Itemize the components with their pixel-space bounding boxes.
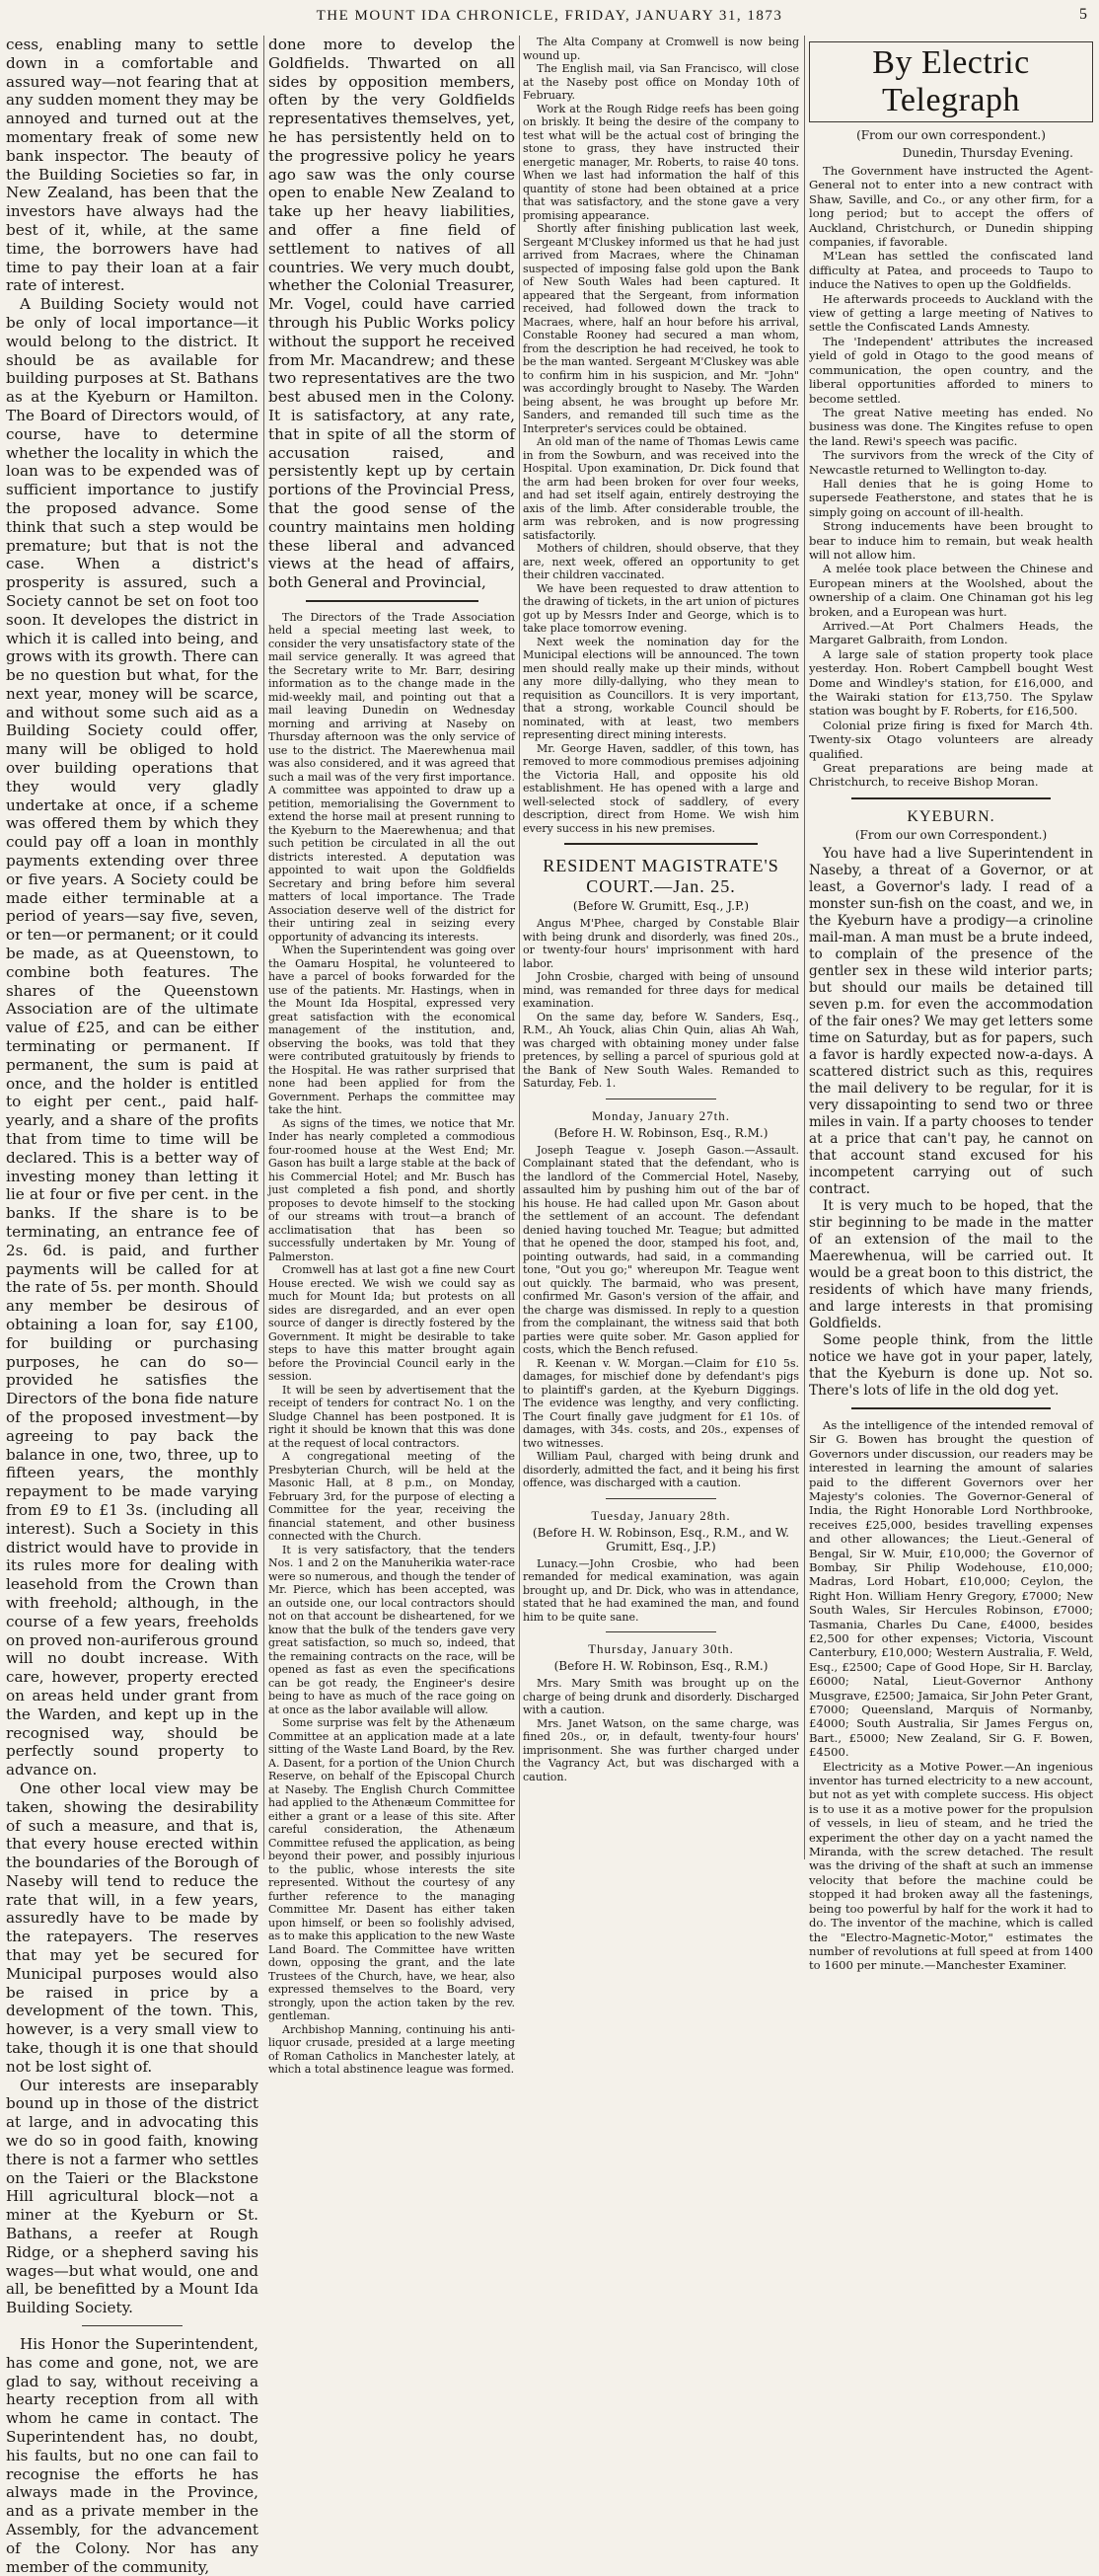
court-date: Thursday, January 30th.: [588, 1641, 734, 1656]
telegram: Arrived.—At Port Chalmers Heads, the Margaret Galbraith, from London.: [809, 619, 1093, 647]
news-item: The Alta Company at Cromwell is now being wound up.: [523, 36, 799, 62]
column-rule: [804, 36, 805, 1859]
court-sitting: (Before H. W. Robinson, Esq., R.M.): [553, 1125, 769, 1140]
news-item: It will be seen by advertisement that the receipt of tenders for contract No. 1 on the Sludge Channel has been postponed. It is right it should be known that this was done at the request of local contractors.: [268, 1383, 515, 1450]
news-item: Work at the Rough Ridge reefs has been going on briskly. It being the desire of the company to test what will be the actual cost of bringing the stone to grass, they have instructed their energetic manager, Mr. Roberts, to raise 40 tons. When we last had information the half of this quantity of stone had been obtained at a price that was satisfactory, and the stone gave a very promising appearance.: [523, 102, 799, 222]
court-sitting: (Before W. Grumitt, Esq., J.P.): [572, 899, 750, 913]
separator: [606, 1099, 716, 1100]
column-rule: [519, 36, 520, 1859]
paragraph: His Honor the Superintendent, has come and gone, not, we are glad to say, without receiving a hearty reception from all with whom he came in contact. The Superintendent has, no doubt, his faults, but no one can fail to recognise the efforts he has always made in the Province, and as a private member in the Assembly, for the advancement of the Colony. Nor has any member of the community,: [6, 2335, 258, 2576]
court-case: Mrs. Mary Smith was brought up on the charge of being drunk and disorderly. Discharged with a caution.: [523, 1677, 799, 1716]
paragraph: One other local view may be taken, showing the desirability of such a measure, and that is, that every house erected within the boundaries of the Borough of Naseby will tend to reduce the rate that will, in a few years, assuredly have to be made by the ratepayers. The reserves that may yet be secured for Municipal purposes would also be raised in price by a development of the town. This, however, is a very small view to take, though it is one that should not be lost sight of.: [6, 1779, 258, 2076]
news-item: Mr. George Haven, saddler, of this town, has removed to more commodious premises adjoining the Victoria Hall, and opposite his old establishment. He has opened with a large and well-selected stock of saddlery, of every description, direct from Home. We wish him every success in his new premises.: [523, 741, 799, 835]
news-item: A congregational meeting of the Presbyterian Church, will be held at the Masonic Hall, at 8 p.m., on Monday, February 3rd, for the purpose of electing a Committee for the year, receiving the financial statement, and other business connected with the Church.: [268, 1450, 515, 1544]
closing-paragraph: Electricity as a Motive Power.—An ingenious inventor has turned electricity to a new account, but not as yet with complete success. His object is to use it as a motive power for the propulsion of vessels, in lieu of steam, and he tried the experiment the other day on a yacht named the Miranda, with the screw detached. The result was the driving of the shaft at such an immense velocity that before the machine could be stopped it had broken away all the fastenings, being too powerful by half for the work it had to do. The inventor of the machine, which is called the "Electro-Magnetic-Motor," estimates the number of revolutions at full speed at from 1400 to 1600 per minute.—Manchester Examiner.: [809, 1759, 1093, 1973]
telegram: He afterwards proceeds to Auckland with the view of getting a large meeting of Natives to settle the Confiscated Lands Amnesty.: [809, 291, 1093, 335]
court-case: Angus M'Phee, charged by Constable Blair with being drunk and disorderly, was fined 20s., or twenty-four hours' imprisonment with hard labor.: [523, 917, 799, 970]
news-item: An old man of the name of Thomas Lewis came in from the Sowburn, and was received into the Hospital. Upon examination, Dr. Dick found that the arm had been broken for over four weeks, and had set itself again, entirely destroying the axis of the limb. After considerable trouble, the arm was rebroken, and is now progressing satisfactorily.: [523, 435, 799, 542]
news-item: Next week the nomination day for the Municipal elections will be announced. The town men should really make up their minds, without any more dilly-dallying, who they mean to requisition as Councillors. It is very important, that a strong, workable Council should be nominated, with at least, two members representing direct mining interests.: [523, 635, 799, 741]
telegram: Strong inducements have been brought to bear to induce him to remain, but weak health will not allow him.: [809, 519, 1093, 562]
column-4: [809, 36, 1093, 1973]
telegram: A melée took place between the Chinese and European miners at the Woolshed, about the ownership of a claim. One Chinaman got his leg broken, and a European was hurt.: [809, 562, 1093, 619]
kyeburn-paragraph: Some people think, from the little notice we have got in your paper, lately, that the Kyeburn is done up. Not so. There's lots of life in the old dog yet.: [809, 1331, 1093, 1399]
separator: [606, 1498, 716, 1500]
news-item: The Directors of the Trade Association held a special meeting last week, to consider the very unsatisfactory state of the mail service generally. It was agreed that the Secretary write to Mr. Barr, desiring information as to the change made in the mid-weekly mail, and pointing out that a mail leaving Dunedin on Wednesday morning and arriving at Naseby on Thursday afternoon was the only service of use to the district. The Maerewhenua mail was also considered, and it was agreed that such a mail was of the very first importance. A committee was appointed to draw up a petition, memorialising the Government to extend the horse mail at present running to the Kyeburn to the Maerewhenua; and that such petition be circulated in all the out districts interested. A deputation was appointed to wait upon the Goldfields Secretary and bring before him several matters of local importance. The Trade Association deserve well of the district for their untiring zeal in seizing every opportunity of advancing its interests.: [268, 610, 515, 944]
separator: [564, 843, 758, 846]
kyeburn-heading: KYEBURN.: [907, 807, 995, 825]
court-case: Joseph Teague v. Joseph Gason.—Assault. Complainant stated that the defendant, who is the landlord of the Commercial Hotel, Naseby, assaulted him by pushing him out of the bar of his house. He had called upon Mr. Gason about the settlement of an account. The defendant denied having touched Mr. Teague; but admitted that he opened the door, stamped his foot, and, pointing outwards, had said, in a commanding tone, "Out you go;" whereupon Mr. Teague went out quickly. The barmaid, who was present, confirmed Mr. Gason's version of the affair, and the charge was dismissed. In reply to a question from the complainant, the witness said that both parties were quite sober. Mr. Gason applied for costs, which the Bench refused.: [523, 1143, 799, 1356]
court-sitting: (Before H. W. Robinson, Esq., R.M.): [553, 1659, 769, 1673]
court-case: On the same day, before W. Sanders, Esq., R.M., Ah Youck, alias Chin Quin, alias Ah Wah, was charged with obtaining money under false pretences, by selling a parcel of spurious gold at the Bank of New South Wales. Remanded to Saturday, Feb. 1.: [523, 1010, 799, 1090]
telegram: Great preparations are being made at Christchurch, to receive Bishop Moran.: [809, 761, 1093, 790]
news-item: Mothers of children, should observe, that they are, next week, offered an opportunity to get their children vaccinated.: [523, 542, 799, 581]
telegraph-dateline: Dunedin, Thursday Evening.: [902, 146, 1073, 160]
telegraph-heading: By Electric Telegraph: [809, 41, 1093, 122]
telegram: The great Native meeting has ended. No business was done. The Kingites refuse to open the land. Rewi's speech was pacific.: [809, 405, 1093, 448]
paragraph: Our interests are inseparably bound up in those of the district at large, and in advocating this we do so in good faith, knowing there is not a farmer who settles on the Taieri or the Blackstone Hill agricultural block—not a miner at the Kyeburn or St. Bathans, a reefer at Rough Ridge, or a shepherd saving his wages—but what would, one and all, be benefitted by a Mount Ida Building Society.: [6, 2076, 258, 2317]
court-case: R. Keenan v. W. Morgan.—Claim for £10 5s. damages, for mischief done by defendant's pigs to plaintiff's garden, at the Kyeburn Diggings. The evidence was lengthy, and very conflicting. The Court finally gave judgment for £1 10s. of damages, with 34s. costs, and 20s., expenses of two witnesses.: [523, 1356, 799, 1450]
court-date: Monday, January 27th.: [591, 1107, 731, 1123]
page-number: 5: [1079, 6, 1087, 23]
telegraph-byline: (From our own correspondent.): [856, 128, 1046, 142]
court-sitting: (Before H. W. Robinson, Esq., R.M., and W. Grumitt, Esq., J.P.): [532, 1525, 790, 1553]
separator: [606, 1631, 716, 1633]
telegram: A large sale of station property took place yesterday. Hon. Robert Campbell bought West Dome and Windley's station, for £16,000, and the Wairaki station for £13,750. The Spylaw station was bought by F. Roberts, for £16,500.: [809, 646, 1093, 719]
news-item: It is very satisfactory, that the tenders Nos. 1 and 2 on the Manuherikia water-race were so numerous, and though the tender of Mr. Pierce, which has been accepted, was an outside one, our local contractors should not on that account be disheartened, for we know that the bulk of the tenders gave very great satisfaction, so much so, indeed, that the remaining contracts on the race, will be opened as fast as even the specifications can be got ready, the Engineer's desire being to have as much of the race going on at once as the labor available will allow.: [268, 1543, 515, 1716]
column-rule: [263, 36, 264, 1859]
running-head: [0, 0, 1099, 34]
closing-paragraph: As the intelligence of the intended removal of Sir G. Bowen has brought the question of Governors under discussion, our readers may be interested in learning the amount of salaries paid to the different Governors over her Majesty's colonies. The Governor-General of India, the Right Honorable Lord Northbrooke, receives £25,000, besides travelling expenses and other allowances; the Lieut.-General of Bengal, Sir W. Muir, £10,000; the Governor of Bombay, Sir Philip Wodehouse, £10,000; Madras, Lord Hobart, £10,000; Ceylon, the Right Hon. William Henry Gregory, £7000; New South Wales, Sir Hercules Robinson, £7000; Tasmania, Charles Du Cane, £4000, besides £2,500 for other expenses; Victoria, Viscount Canterbury, £10,000; Western Australia, F. Weld, Esq., £2500; Cape of Good Hope, Sir H. Barclay, £6000; Natal, Lieut-Governor Anthony Musgrave, £2500; Jamaica, Sir John Peter Grant, £7000; Queensland, Marquis of Normanby, £4000; South Australia, Sir James Fergus on, Bart., £5000; New Zealand, Sir G. F. Bowen, £4500.: [809, 1417, 1093, 1760]
column-1: [6, 36, 258, 2576]
kyeburn-byline: (From our own Correspondent.): [854, 827, 1048, 842]
paragraph: A Building Society would not be only of local importance—it would belong to the district. It should be as available for building purposes at St. Bathans as at the Kyeburn or Hamilton. The Board of Directors would, of course, have to determine whether the locality in which the loan was to be expended was of sufficient importance to justify the proposed advance. Some think that such a step would be premature; but that is not the case. When a district's prosperity is assured, such a Society cannot be set on foot too soon. It developes the district in which it is called into being, and grows with its growth. There can be no question but what, for the next year, money will be scarce, and without some such aid as a Building Society could offer, many will be obliged to hold over building operations that they would very gladly undertake at once, if a scheme was offered them by which they could pay off a loan in monthly payments extending over three or five years. A Society could be made either terminable at a period of years—say five, seven, or ten—or permanent; or it could be made, as at Queenstown, to combine both features. The shares of the Queenstown Association are of the ultimate value of £25, and can be either terminating or permanent. If permanent, the sum is paid at once, and the holder is entitled to eight per cent., paid half-yearly, and a share of the profits that from time to time will be declared. This is a better way of investing money than letting it lie at four or five per cent. in the banks. If the share is to be terminating, an entrance fee of 2s. 6d. is paid, and further payments will be called for at the rate of 5s. per month. Should any member be desirous of obtaining a loan for, say £100, for building or purchasing purposes, he can do so—provided he satisfies the Directors of the bona fide nature of the proposed investment—by agreeing to pay back the balance in one, two, three, up to fifteen years, the monthly repayment to be made varying from £9 to £1 3s. (including all interest). Such a Society in this district would have to provide in its rules more for dealing with leasehold from the Crown than with freehold; although, in the course of a few years, freeholds on proved non-auriferous ground will no doubt increase. With care, however, property erected on areas held under grant from the Warden, and kept up in the recognised way, should be perfectly sound property to advance on.: [6, 295, 258, 1780]
column-2: [268, 36, 515, 2077]
telegram: Hall denies that he is going Home to supersede Featherstone, and states that he is simply going on account of ill-health.: [809, 476, 1093, 519]
news-item: The English mail, via San Francisco, will close at the Naseby post office on Monday 10th of February.: [523, 62, 799, 102]
paragraph: done more to develop the Goldfields. Thwarted on all sides by opposition members, often by the very Goldfields representatives themselves, yet, he has persistently held on to the progressive policy he years ago saw was the only course open to enable New Zealand to take up her heavy liabilities, and offer a fine field of settlement to natives of all countries. We very much doubt, whether the Colonial Treasurer, Mr. Vogel, could have carried through his Public Works policy without the support he received from Mr. Macandrew; and these two representatives are the two best abused men in the Colony. It is satisfactory, at any rate, that in spite of all the storm of accusation raised, and persistently kept up by certain portions of the Provincial Press, that the good sense of the country maintains men holding these liberal and advanced views at the head of affairs, both General and Provincial,: [268, 36, 515, 592]
telegram: The survivors from the wreck of the City of Newcastle returned to Wellington to-day.: [809, 448, 1093, 477]
court-date: Tuesday, January 28th.: [591, 1507, 731, 1523]
telegram: The 'Independent' attributes the increased yield of gold in Otago to the good means of communication, the open country, and the liberal opportunities afforded to miners to become settled.: [809, 334, 1093, 406]
news-item: As signs of the times, we notice that Mr. Inder has nearly completed a commodious four-roomed house at the West End; Mr. Gason has built a large stable at the back of his Commercial Hotel; and Mr. Busch has just completed a fish pond, and shortly proposes to devote himself to the stocking of our streams with trout—a branch of acclimatisation that has been so successfully undertaken by Mr. Young of Palmerston.: [268, 1116, 515, 1263]
news-item: Archbishop Manning, continuing his anti-liquor crusade, presided at a large meeting of Roman Catholics in Manchester lately, at which a total abstinence league was formed.: [268, 2022, 515, 2077]
telegram: Colonial prize firing is fixed for March 4th. Twenty-six Otago volunteers are already qualified.: [809, 718, 1093, 761]
news-item: Cromwell has at last got a fine new Court House erected. We wish we could say as much for Mount Ida; but protests on all sides are disregarded, and an ever open source of danger is directly fostered by the Government. It might be desirable to take steps to have this matter brought again before the Provincial Council early in the session.: [268, 1263, 515, 1384]
separator: [851, 797, 1051, 800]
news-item: When the Superintendent was going over the Oamaru Hospital, he volunteered to have a parcel of books forwarded for the use of the patients. Mr. Hastings, when in the Mount Ida Hospital, expressed very great satisfaction with the economical management of the institution, and, observing the books, was told that they were contributed gratuitously by friends to the Hospital. He was rather surprised that none had been applied for from the Government. Perhaps the committee may take the hint.: [268, 944, 515, 1117]
separator: [306, 600, 478, 603]
telegram: M'Lean has settled the confiscated land difficulty at Patea, and proceeds to Taupo to induce the Natives to open up the Goldfields.: [809, 249, 1093, 292]
court-case: John Crosbie, charged with being of unsound mind, was remanded for three days for medical examination.: [523, 970, 799, 1010]
court-case: Mrs. Janet Watson, on the same charge, was fined 20s., or, in default, twenty-four hours' imprisonment. She was further charged under the Vagrancy Act, but was discharged with a caution.: [523, 1716, 799, 1783]
columns: [0, 36, 1099, 2576]
separator: [851, 1407, 1051, 1410]
kyeburn-paragraph: It is very much to be hoped, that the stir beginning to be made in the matter of an extension of the mail to the Maerewhenua, will be carried out. It would be a great boon to this district, the residents of which have many friends, and large interests in that promising Goldfields.: [809, 1197, 1093, 1331]
news-item: Some surprise was felt by the Athenæum Committee at an application made at a late sitting of the Waste Land Board, by the Rev. A. Dasent, for a portion of the Union Church Reserve, on behalf of the Episcopal Church at Naseby. The English Church Committee had applied to the Athenæum Committee for either a grant or a lease of this site. After careful consideration, the Athenæum Committee refused the application, as being beyond their power, and possibly injurious to the public, whose interests the site represented. Without the courtesy of any further reference to the managing Committee Mr. Dasent has either taken upon himself, or been so foolishly advised, as to make this application to the new Waste Land Board. The Committee have written down, opposing the grant, and the late Trustees of the Church, have, we hear, also expressed themselves to the Board, very strongly, upon the action taken by the rev. gentleman.: [268, 1716, 515, 2023]
running-head-title: THE MOUNT IDA CHRONICLE, FRIDAY, JANUARY 31, 1873: [316, 8, 783, 24]
kyeburn-paragraph: You have had a live Superintendent in Naseby, a threat of a Governor, or at least, a Governor's lady. I read of a monster sun-fish on the coast, and we, in the Kyeburn have a prodigy—a crinoline mail-man. A man must be a brute indeed, to complain of the presence of the gentler sex in these wild interior parts; but should our mails be detained till seven p.m. for even the accommodation of the fair ones? We may get letters some time on Saturday, but as for papers, such a favor is hardly expected now-a-days. A scattered district such as this, requires the mail delivery to be regular, for it is very dissapointing to send two or three miles in vain. If a party chooses to tender at a price that can't pay, he cannot on that account stand excused for his incompetent carrying out of such contract.: [809, 845, 1093, 1197]
court-case: Lunacy.—John Crosbie, who had been remanded for medical examination, was again brought up, and Dr. Dick, who was in attendance, stated that he had examined the man, and found him to be quite sane.: [523, 1556, 799, 1624]
column-3: [523, 36, 799, 1859]
paragraph: cess, enabling many to settle down in a comfortable and assured way—not fearing that at any sudden moment they may be annoyed and turned out at the momentary freak of some new bank inspector. The beauty of the Building Societies so far, in New Zealand, has been that the investors have always had the best of it, while, at the same time, the borrowers have had time to pay their loan at a fair rate of interest.: [6, 36, 258, 295]
news-item: We have been requested to draw attention to the drawing of tickets, in the art union of pictures got up by Messrs Inder and George, which is to take place tomorrow evening.: [523, 581, 799, 635]
separator: [82, 2325, 183, 2327]
court-heading: RESIDENT MAGISTRATE'S COURT.—Jan. 25.: [543, 856, 779, 896]
news-item: Shortly after finishing publication last week, Sergeant M'Cluskey informed us that he had just arrived from Macraes, where the Chinaman suspected of imposing false gold upon the Bank of New South Wales had been captured. It appeared that the Sergeant, from information received, had followed down the track to Macraes, where, half an hour before his arrival, Constable Rooney had secured a man whom, from the description he had received, he took to be the man wanted. Sergeant M'Cluskey was able to confirm him in his suspicion, and Mr. "John" was accordingly brought to Naseby. The Warden being absent, he was brought up before Mr. Sanders, and remanded till such time as the Interpreter's services could be obtained.: [523, 222, 799, 435]
court-case: William Paul, charged with being drunk and disorderly, admitted the fact, and it being his first offence, was discharged with a caution.: [523, 1450, 799, 1489]
telegram: The Government have instructed the Agent-General not to enter into a new contract with Shaw, Saville, and Co., or any other firm, for a long period; but to accept the offers of Auckland, Christchurch, or Dunedin shipping companies, if favorable.: [809, 164, 1093, 250]
